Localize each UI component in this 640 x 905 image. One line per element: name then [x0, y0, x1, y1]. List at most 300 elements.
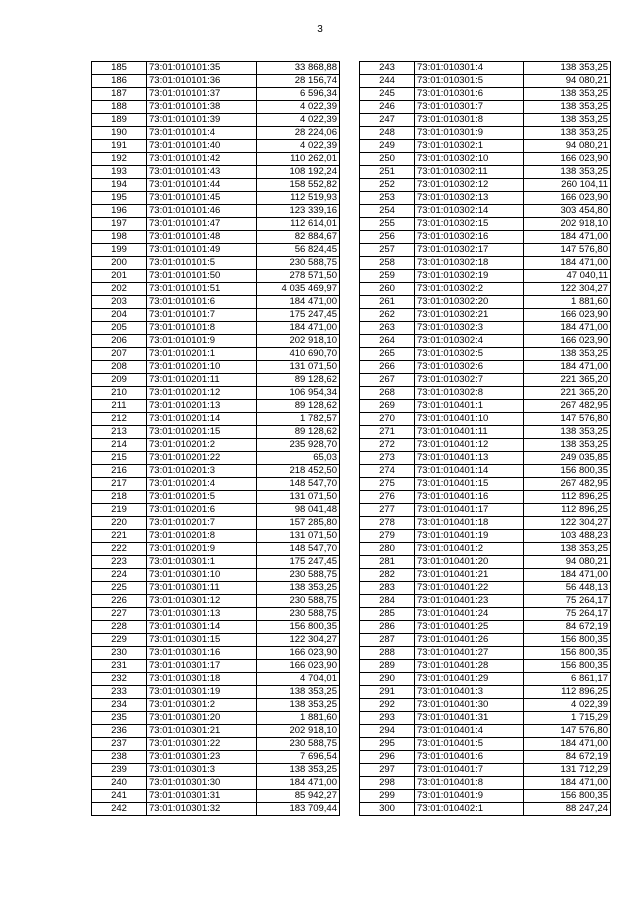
cadastral-number: 73:01:010401:4	[415, 725, 524, 738]
cadastral-value: 82 884,67	[257, 231, 340, 244]
row-number: 211	[92, 400, 147, 413]
cadastral-number: 73:01:010101:8	[147, 322, 257, 335]
cadastral-value: 112 519,93	[257, 192, 340, 205]
row-number: 221	[92, 530, 147, 543]
row-number: 246	[360, 101, 415, 114]
cadastral-number: 73:01:010201:3	[147, 465, 257, 478]
cadastral-number: 73:01:010302:10	[415, 153, 524, 166]
cadastral-value: 131 712,29	[524, 764, 611, 777]
cadastral-value: 94 080,21	[524, 75, 611, 88]
cadastral-value: 4 022,39	[257, 101, 340, 114]
cadastral-value: 184 471,00	[524, 361, 611, 374]
cadastral-value: 184 471,00	[257, 296, 340, 309]
cadastral-number: 73:01:010101:37	[147, 88, 257, 101]
cadastral-number: 73:01:010101:51	[147, 283, 257, 296]
row-number: 275	[360, 478, 415, 491]
cadastral-number: 73:01:010401:27	[415, 647, 524, 660]
row-number: 224	[92, 569, 147, 582]
cadastral-value: 56 824,45	[257, 244, 340, 257]
table-row	[92, 374, 340, 387]
row-number: 259	[360, 270, 415, 283]
cadastral-value: 106 954,34	[257, 387, 340, 400]
cadastral-value: 138 353,25	[524, 62, 611, 75]
cadastral-number: 73:01:010301:2	[147, 699, 257, 712]
table-row	[92, 322, 340, 335]
row-number: 237	[92, 738, 147, 751]
cadastral-value: 75 264,17	[524, 595, 611, 608]
cadastral-value: 88 247,24	[524, 803, 611, 816]
row-number: 206	[92, 335, 147, 348]
table-row	[92, 608, 340, 621]
cadastral-value: 65,03	[257, 452, 340, 465]
row-number: 281	[360, 556, 415, 569]
cadastral-value: 221 365,20	[524, 374, 611, 387]
cadastral-number: 73:01:010101:44	[147, 179, 257, 192]
row-number: 240	[92, 777, 147, 790]
cadastral-number: 73:01:010101:40	[147, 140, 257, 153]
cadastral-value: 166 023,90	[257, 660, 340, 673]
cadastral-value: 147 576,80	[524, 244, 611, 257]
row-number: 245	[360, 88, 415, 101]
table-row	[92, 348, 340, 361]
cadastral-number: 73:01:010301:16	[147, 647, 257, 660]
row-number: 209	[92, 374, 147, 387]
cadastral-value: 112 896,25	[524, 504, 611, 517]
table-row	[360, 127, 611, 140]
cadastral-value: 138 353,25	[524, 426, 611, 439]
cadastral-value: 138 353,25	[524, 88, 611, 101]
table-row	[92, 686, 340, 699]
cadastral-number: 73:01:010302:6	[415, 361, 524, 374]
cadastral-value: 202 918,10	[524, 218, 611, 231]
cadastral-number: 73:01:010302:11	[415, 166, 524, 179]
row-number: 207	[92, 348, 147, 361]
cadastral-number: 73:01:010301:3	[147, 764, 257, 777]
table-row	[360, 478, 611, 491]
cadastral-value: 4 022,39	[257, 140, 340, 153]
cadastral-number: 73:01:010101:5	[147, 257, 257, 270]
cadastral-value: 138 353,25	[524, 439, 611, 452]
row-number: 272	[360, 439, 415, 452]
table-row	[360, 712, 611, 725]
cadastral-value: 89 128,62	[257, 374, 340, 387]
row-number: 197	[92, 218, 147, 231]
table-row	[92, 166, 340, 179]
cadastral-number: 73:01:010401:31	[415, 712, 524, 725]
row-number: 201	[92, 270, 147, 283]
table-row	[92, 361, 340, 374]
table-row	[92, 764, 340, 777]
table-row	[92, 231, 340, 244]
cadastral-value: 183 709,44	[257, 803, 340, 816]
cadastral-value: 56 448,13	[524, 582, 611, 595]
row-number: 213	[92, 426, 147, 439]
cadastral-number: 73:01:010302:20	[415, 296, 524, 309]
row-number: 265	[360, 348, 415, 361]
row-number: 187	[92, 88, 147, 101]
row-number: 196	[92, 205, 147, 218]
cadastral-number: 73:01:010401:28	[415, 660, 524, 673]
table-row	[360, 62, 611, 75]
row-number: 287	[360, 634, 415, 647]
row-number: 225	[92, 582, 147, 595]
cadastral-value: 230 588,75	[257, 569, 340, 582]
row-number: 270	[360, 413, 415, 426]
row-number: 229	[92, 634, 147, 647]
row-number: 205	[92, 322, 147, 335]
cadastral-number: 73:01:010302:18	[415, 257, 524, 270]
table-row	[92, 504, 340, 517]
table-row	[360, 491, 611, 504]
cadastral-value: 6 596,34	[257, 88, 340, 101]
cadastral-number: 73:01:010301:21	[147, 725, 257, 738]
table-row	[92, 257, 340, 270]
cadastral-number: 73:01:010401:13	[415, 452, 524, 465]
table-row	[92, 647, 340, 660]
table-row	[360, 361, 611, 374]
cadastral-value: 166 023,90	[524, 335, 611, 348]
cadastral-number: 73:01:010101:39	[147, 114, 257, 127]
table-row	[360, 413, 611, 426]
row-number: 244	[360, 75, 415, 88]
row-number: 260	[360, 283, 415, 296]
cadastral-number: 73:01:010401:6	[415, 751, 524, 764]
row-number: 232	[92, 673, 147, 686]
cadastral-value: 28 156,74	[257, 75, 340, 88]
table-row	[360, 218, 611, 231]
cadastral-value: 122 304,27	[524, 517, 611, 530]
table-row	[92, 712, 340, 725]
table-row	[360, 296, 611, 309]
row-number: 203	[92, 296, 147, 309]
row-number: 296	[360, 751, 415, 764]
table-row	[360, 166, 611, 179]
cadastral-value: 138 353,25	[257, 764, 340, 777]
row-number: 199	[92, 244, 147, 257]
cadastral-number: 73:01:010301:15	[147, 634, 257, 647]
cadastral-number: 73:01:010201:5	[147, 491, 257, 504]
cadastral-value: 249 035,85	[524, 452, 611, 465]
row-number: 217	[92, 478, 147, 491]
cadastral-number: 73:01:010201:10	[147, 361, 257, 374]
cadastral-number: 73:01:010401:3	[415, 686, 524, 699]
cadastral-number: 73:01:010101:38	[147, 101, 257, 114]
cadastral-number: 73:01:010201:15	[147, 426, 257, 439]
table-row	[92, 725, 340, 738]
row-number: 264	[360, 335, 415, 348]
cadastral-number: 73:01:010301:23	[147, 751, 257, 764]
row-number: 208	[92, 361, 147, 374]
cadastral-value: 184 471,00	[257, 322, 340, 335]
row-number: 289	[360, 660, 415, 673]
table-row	[360, 764, 611, 777]
table-row	[92, 777, 340, 790]
table-row	[360, 179, 611, 192]
row-number: 185	[92, 62, 147, 75]
row-number: 284	[360, 595, 415, 608]
cadastral-number: 73:01:010101:47	[147, 218, 257, 231]
cadastral-value: 158 552,82	[257, 179, 340, 192]
table-row	[92, 517, 340, 530]
row-number: 279	[360, 530, 415, 543]
row-number: 234	[92, 699, 147, 712]
cadastral-number: 73:01:010301:8	[415, 114, 524, 127]
table-row	[360, 504, 611, 517]
table-row	[92, 452, 340, 465]
row-number: 210	[92, 387, 147, 400]
cadastral-number: 73:01:010302:7	[415, 374, 524, 387]
table-row	[360, 426, 611, 439]
cadastral-number: 73:01:010401:21	[415, 569, 524, 582]
table-row	[360, 517, 611, 530]
row-number: 227	[92, 608, 147, 621]
table-row	[360, 660, 611, 673]
table-row	[360, 582, 611, 595]
table-row	[92, 803, 340, 816]
row-number: 189	[92, 114, 147, 127]
cadastral-number: 73:01:010101:4	[147, 127, 257, 140]
cadastral-value: 267 482,95	[524, 400, 611, 413]
cadastral-number: 73:01:010201:9	[147, 543, 257, 556]
cadastral-number: 73:01:010302:3	[415, 322, 524, 335]
cadastral-value: 138 353,25	[524, 348, 611, 361]
cadastral-number: 73:01:010302:8	[415, 387, 524, 400]
cadastral-value: 84 672,19	[524, 751, 611, 764]
row-number: 200	[92, 257, 147, 270]
cadastral-value: 166 023,90	[524, 192, 611, 205]
cadastral-number: 73:01:010401:5	[415, 738, 524, 751]
cadastral-value: 166 023,90	[524, 153, 611, 166]
cadastral-value: 33 868,88	[257, 62, 340, 75]
cadastral-number: 73:01:010401:12	[415, 439, 524, 452]
table-row	[92, 426, 340, 439]
row-number: 273	[360, 452, 415, 465]
cadastral-value: 218 452,50	[257, 465, 340, 478]
row-number: 278	[360, 517, 415, 530]
cadastral-value: 4 022,39	[524, 699, 611, 712]
cadastral-value: 84 672,19	[524, 621, 611, 634]
cadastral-value: 1 881,60	[524, 296, 611, 309]
row-number: 268	[360, 387, 415, 400]
cadastral-number: 73:01:010301:32	[147, 803, 257, 816]
cadastral-number: 73:01:010401:29	[415, 673, 524, 686]
cadastral-value: 138 353,25	[524, 101, 611, 114]
row-number: 263	[360, 322, 415, 335]
cadastral-value: 303 454,80	[524, 205, 611, 218]
table-row	[92, 114, 340, 127]
table-row	[92, 543, 340, 556]
row-number: 230	[92, 647, 147, 660]
cadastral-number: 73:01:010401:17	[415, 504, 524, 517]
row-number: 257	[360, 244, 415, 257]
cadastral-value: 230 588,75	[257, 595, 340, 608]
cadastral-value: 1 782,57	[257, 413, 340, 426]
cadastral-number: 73:01:010302:4	[415, 335, 524, 348]
row-number: 280	[360, 543, 415, 556]
cadastral-value: 112 896,25	[524, 686, 611, 699]
row-number: 228	[92, 621, 147, 634]
cadastral-value: 6 861,17	[524, 673, 611, 686]
cadastral-number: 73:01:010302:13	[415, 192, 524, 205]
cadastral-value: 184 471,00	[524, 322, 611, 335]
cadastral-number: 73:01:010401:20	[415, 556, 524, 569]
table-row	[92, 153, 340, 166]
row-number: 223	[92, 556, 147, 569]
cadastral-value: 184 471,00	[524, 569, 611, 582]
cadastral-value: 175 247,45	[257, 556, 340, 569]
row-number: 251	[360, 166, 415, 179]
table-row	[360, 725, 611, 738]
cadastral-number: 73:01:010401:23	[415, 595, 524, 608]
cadastral-number: 73:01:010201:14	[147, 413, 257, 426]
cadastral-value: 202 918,10	[257, 725, 340, 738]
row-number: 253	[360, 192, 415, 205]
cadastral-number: 73:01:010301:12	[147, 595, 257, 608]
cadastral-value: 221 365,20	[524, 387, 611, 400]
row-number: 243	[360, 62, 415, 75]
table-row	[92, 296, 340, 309]
cadastral-number: 73:01:010101:46	[147, 205, 257, 218]
cadastral-number: 73:01:010302:19	[415, 270, 524, 283]
cadastral-number: 73:01:010401:30	[415, 699, 524, 712]
cadastral-value: 156 800,35	[524, 790, 611, 803]
cadastral-value: 175 247,45	[257, 309, 340, 322]
table-row	[92, 673, 340, 686]
cadastral-value: 75 264,17	[524, 608, 611, 621]
cadastral-value: 184 471,00	[524, 257, 611, 270]
table-row	[360, 738, 611, 751]
cadastral-value: 157 285,80	[257, 517, 340, 530]
cadastral-number: 73:01:010101:45	[147, 192, 257, 205]
cadastral-number: 73:01:010301:7	[415, 101, 524, 114]
cadastral-number: 73:01:010301:14	[147, 621, 257, 634]
table-row	[360, 751, 611, 764]
cadastral-number: 73:01:010201:2	[147, 439, 257, 452]
cadastral-value: 89 128,62	[257, 426, 340, 439]
cadastral-number: 73:01:010302:2	[415, 283, 524, 296]
row-number: 220	[92, 517, 147, 530]
cadastral-number: 73:01:010401:22	[415, 582, 524, 595]
table-row	[360, 465, 611, 478]
cadastral-value: 94 080,21	[524, 140, 611, 153]
cadastral-value: 156 800,35	[524, 634, 611, 647]
row-number: 298	[360, 777, 415, 790]
cadastral-value: 184 471,00	[524, 777, 611, 790]
cadastral-number: 73:01:010302:14	[415, 205, 524, 218]
row-number: 241	[92, 790, 147, 803]
table-row	[360, 140, 611, 153]
table-row	[92, 309, 340, 322]
cadastral-value: 110 262,01	[257, 153, 340, 166]
cadastral-table-left	[91, 61, 340, 816]
cadastral-value: 184 471,00	[524, 231, 611, 244]
cadastral-number: 73:01:010201:12	[147, 387, 257, 400]
cadastral-number: 73:01:010401:15	[415, 478, 524, 491]
row-number: 249	[360, 140, 415, 153]
cadastral-value: 112 896,25	[524, 491, 611, 504]
cadastral-number: 73:01:010401:7	[415, 764, 524, 777]
cadastral-number: 73:01:010201:6	[147, 504, 257, 517]
cadastral-number: 73:01:010401:11	[415, 426, 524, 439]
cadastral-value: 147 576,80	[524, 413, 611, 426]
table-row	[360, 608, 611, 621]
table-row	[92, 88, 340, 101]
row-number: 269	[360, 400, 415, 413]
row-number: 212	[92, 413, 147, 426]
cadastral-number: 73:01:010201:11	[147, 374, 257, 387]
cadastral-value: 4 022,39	[257, 114, 340, 127]
table-row	[92, 75, 340, 88]
row-number: 261	[360, 296, 415, 309]
cadastral-number: 73:01:010301:5	[415, 75, 524, 88]
row-number: 295	[360, 738, 415, 751]
cadastral-value: 138 353,25	[524, 166, 611, 179]
cadastral-number: 73:01:010101:42	[147, 153, 257, 166]
row-number: 186	[92, 75, 147, 88]
row-number: 239	[92, 764, 147, 777]
table-row	[360, 634, 611, 647]
cadastral-number: 73:01:010301:18	[147, 673, 257, 686]
table-row	[92, 790, 340, 803]
cadastral-number: 73:01:010201:13	[147, 400, 257, 413]
row-number: 300	[360, 803, 415, 816]
table-row	[360, 231, 611, 244]
row-number: 216	[92, 465, 147, 478]
table-row	[360, 647, 611, 660]
table-row	[92, 62, 340, 75]
cadastral-value: 138 353,25	[257, 686, 340, 699]
cadastral-value: 148 547,70	[257, 478, 340, 491]
row-number: 292	[360, 699, 415, 712]
cadastral-number: 73:01:010302:1	[415, 140, 524, 153]
row-number: 293	[360, 712, 415, 725]
table-row	[92, 699, 340, 712]
cadastral-value: 235 928,70	[257, 439, 340, 452]
cadastral-value: 147 576,80	[524, 725, 611, 738]
table-row	[92, 530, 340, 543]
row-number: 276	[360, 491, 415, 504]
cadastral-value: 166 023,90	[257, 647, 340, 660]
cadastral-value: 156 800,35	[257, 621, 340, 634]
row-number: 198	[92, 231, 147, 244]
cadastral-value: 202 918,10	[257, 335, 340, 348]
cadastral-value: 131 071,50	[257, 361, 340, 374]
cadastral-value: 131 071,50	[257, 491, 340, 504]
table-row	[360, 803, 611, 816]
cadastral-value: 1 881,60	[257, 712, 340, 725]
cadastral-value: 166 023,90	[524, 309, 611, 322]
table-row	[360, 374, 611, 387]
cadastral-value: 85 942,27	[257, 790, 340, 803]
row-number: 282	[360, 569, 415, 582]
cadastral-number: 73:01:010302:17	[415, 244, 524, 257]
cadastral-number: 73:01:010101:6	[147, 296, 257, 309]
cadastral-value: 278 571,50	[257, 270, 340, 283]
cadastral-value: 108 192,24	[257, 166, 340, 179]
cadastral-value: 98 041,48	[257, 504, 340, 517]
table-row	[360, 335, 611, 348]
cadastral-value: 122 304,27	[524, 283, 611, 296]
row-number: 238	[92, 751, 147, 764]
table-row	[360, 790, 611, 803]
cadastral-number: 73:01:010101:43	[147, 166, 257, 179]
row-number: 192	[92, 153, 147, 166]
cadastral-number: 73:01:010301:10	[147, 569, 257, 582]
cadastral-value: 156 800,35	[524, 647, 611, 660]
row-number: 194	[92, 179, 147, 192]
row-number: 271	[360, 426, 415, 439]
cadastral-number: 73:01:010301:31	[147, 790, 257, 803]
